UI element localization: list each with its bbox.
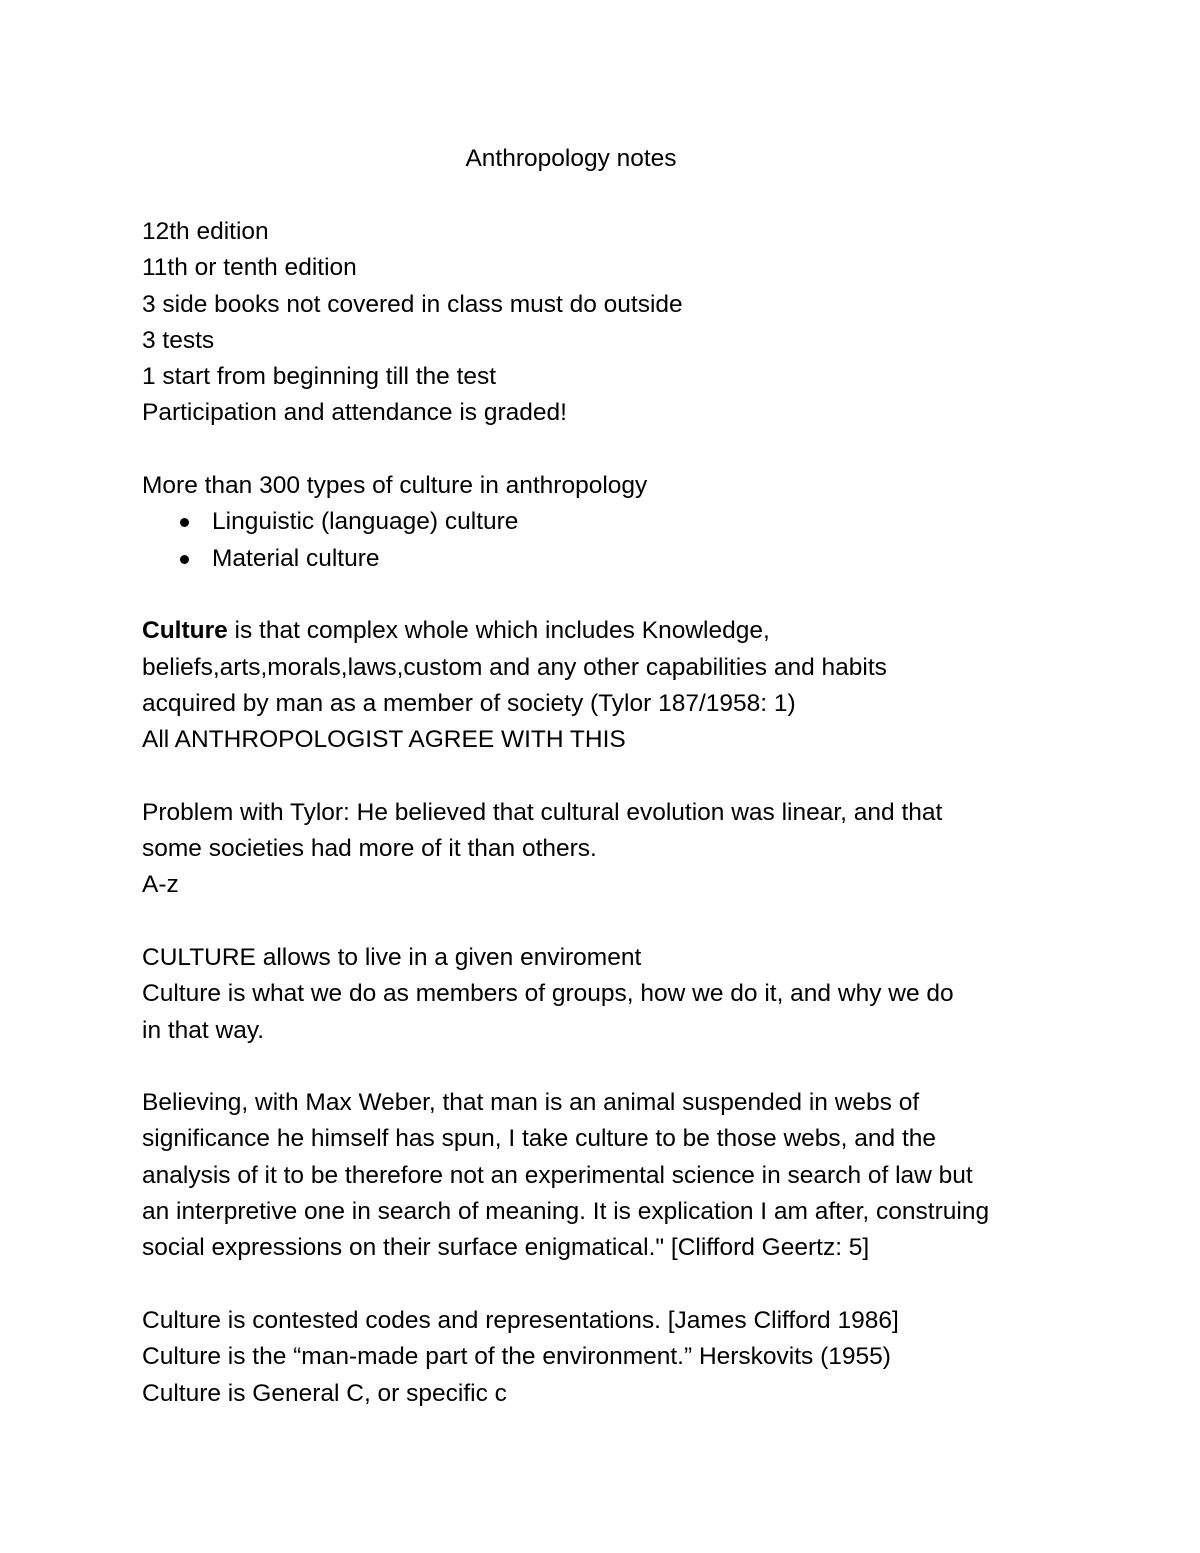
bullet-icon [180,555,189,564]
geertz-line: Believing, with Max Weber, that man is an animal suspended in webs of [142,1089,920,1117]
paragraph-gap [142,577,1072,613]
culture-types-heading: More than 300 types of culture in anthropology [142,472,648,500]
environment-line: CULTURE allows to live in a given enviroment [142,943,642,971]
problem-line: some societies had more of it than others. [142,835,597,863]
definition-line: acquired by man as a member of society (Tylor 187/1958: 1) [142,689,796,717]
intro-line: 1 start from beginning till the test [142,363,497,391]
definition-line [142,613,1072,649]
paragraph-gap [142,432,1072,468]
geertz-line: an interpretive one in search of meaning. It is explication I am after, construing [142,1198,990,1226]
definition-more-line: Culture is the “man-made part of the environment.” Herskovits (1955) [142,1343,891,1371]
intro-line: 12th edition [142,218,269,245]
definition-more-line: Culture is contested codes and representations. [James Clifford 1986] [142,1306,899,1334]
definition-text: is that complex whole which includes Knowledge, [227,617,770,645]
geertz-line: social expressions on their surface enigmatical." [Clifford Geertz: 5] [142,1234,870,1262]
culture-types-list [142,504,1072,577]
paragraph-gap [142,758,1072,794]
intro-line: 11th or tenth edition [142,254,357,282]
intro-line: 3 tests [142,326,215,354]
problem-line: Problem with Tylor: He believed that cultural evolution was linear, and that [142,798,943,826]
geertz-line: analysis of it to be therefore not an experimental science in search of law but [142,1161,973,1189]
definition-term: Culture [142,617,228,645]
list-item-text: Linguistic (language) culture [212,508,519,536]
definition-more-line: Culture is General C, or specific c [142,1379,507,1407]
problem-line: A-z [142,871,179,899]
list-item [142,541,1072,577]
definition-line: All ANTHROPOLOGIST AGREE WITH THIS [142,726,626,754]
paragraph-gap [142,1049,1072,1085]
definition-line: beliefs,arts,morals,laws,custom and any other capabilities and habits [142,653,887,681]
list-item [142,504,1072,540]
page-title: Anthropology notes [465,145,677,172]
environment-line: Culture is what we do as members of groups, how we do it, and why we do [142,980,954,1008]
document-body [142,214,1072,1412]
list-item-text: Material culture [212,544,380,572]
bullet-icon [180,518,189,527]
environment-line: in that way. [142,1016,265,1044]
paragraph-gap [142,904,1072,940]
intro-line: 3 side books not covered in class must do outside [142,290,683,318]
paragraph-gap [142,1267,1072,1303]
geertz-line: significance he himself has spun, I take culture to be those webs, and the [142,1125,937,1153]
intro-line: Participation and attendance is graded! [142,399,567,427]
